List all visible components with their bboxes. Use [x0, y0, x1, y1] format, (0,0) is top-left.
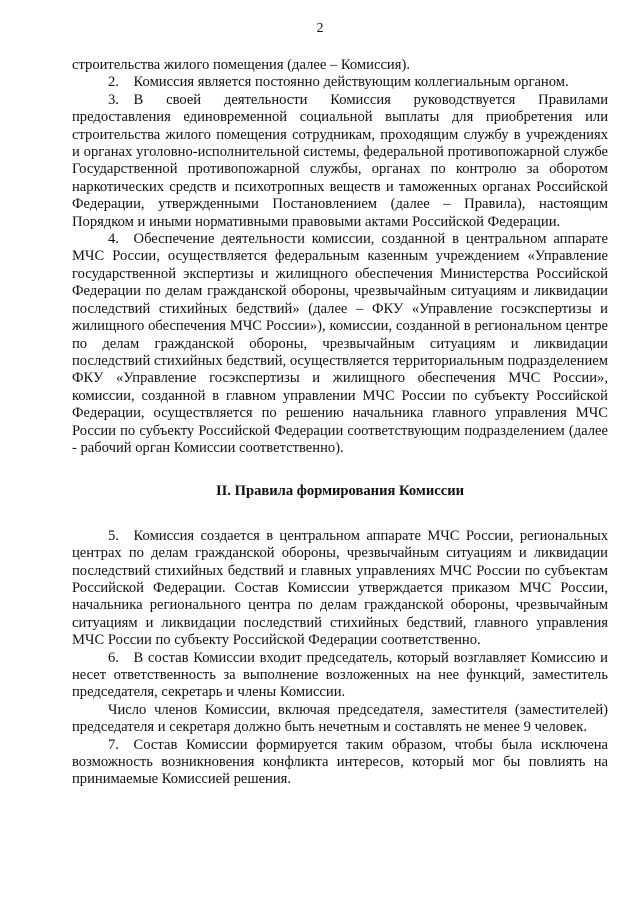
section-heading: II. Правила формирования Комиссии [215, 483, 465, 500]
paragraph-6-members: Число членов Комиссии, включая председателя, заместителя (заместителей) председателя и секретаря должно быть нечетным и составлять не менее 9 человек. [72, 701, 608, 736]
paragraph-continuation: строительства жилого помещения (далее – Комиссия). [72, 57, 410, 73]
document-body [72, 57, 608, 789]
paragraph-2: 2. Комиссия является постоянно действующим коллегиальным органом. [108, 74, 569, 91]
page-number: 2 [316, 21, 324, 36]
paragraph-6: 6. В состав Комиссии входит председатель, который возглавляет Комиссию и несет ответственность за выполнение возложенных на нее функций, заместитель председателя, секретарь и члены Комиссии. [72, 649, 608, 701]
paragraph-3: 3. В своей деятельности Комиссия руководствуется Правилами предоставления единовременной социальной выплаты для приобретения или строительства жилого помещения сотрудникам, проходящим службу в учреждениях и органах уголовно-исполнительной системы, федеральной противопожарной службе Государственной противопожарной службы, органах по контролю за оборотом наркотических средств и психотропных веществ и таможенных органах Российской Федерации, утвержденными Постановлением (далее – Правила), настоящим Порядком и иными нормативными правовыми актами Российской Федерации. [72, 91, 608, 230]
paragraph-4: 4. Обеспечение деятельности комиссии, созданной в центральном аппарате МЧС России, осуществляется федеральным казенным учреждением «Управление государственной экспертизы и жилищного обеспечения Министерства Российской Федерации по делам гражданской обороны, чрезвычайным ситуациям и ликвидации последствий стихийных бедствий» (далее – ФКУ «Управление госэкспертизы и жилищного обеспечения МЧС России»), комиссии, созданной в региональном центре по делам гражданской обороны, чрезвычайным ситуациям и ликвидации последствий стихийных бедствий, осуществляется территориальным подразделением ФКУ «Управление госэкспертизы и жилищного обеспечения МЧС России», комиссии, созданной в главном управлении МЧС России по субъекту Российской Федерации, осуществляется по решению начальника главного управления МЧС России по субъекту Российской Федерации соответствующим подразделением (далее - рабочий орган Комиссии соответственно). [72, 231, 608, 456]
paragraph-7: 7. Состав Комиссии формируется таким образом, чтобы была исключена возможность возникновения конфликта интересов, который мог бы повлиять на принимаемые Комиссией решения. [72, 736, 608, 788]
paragraph-5: 5. Комиссия создается в центральном аппарате МЧС России, региональных центрах по делам гражданской обороны, чрезвычайным ситуациям и ликвидации последствий стихийных бедствий и главных управлениях МЧС России по субъектам Российской Федерации. Состав Комиссии утверждается приказом МЧС России, начальника регионального центра по делам гражданской обороны, чрезвычайным ситуациям и ликвидации последствий стихийных бедствий, главного управления МЧС России по субъекту Российской Федерации соответственно. [72, 527, 608, 649]
